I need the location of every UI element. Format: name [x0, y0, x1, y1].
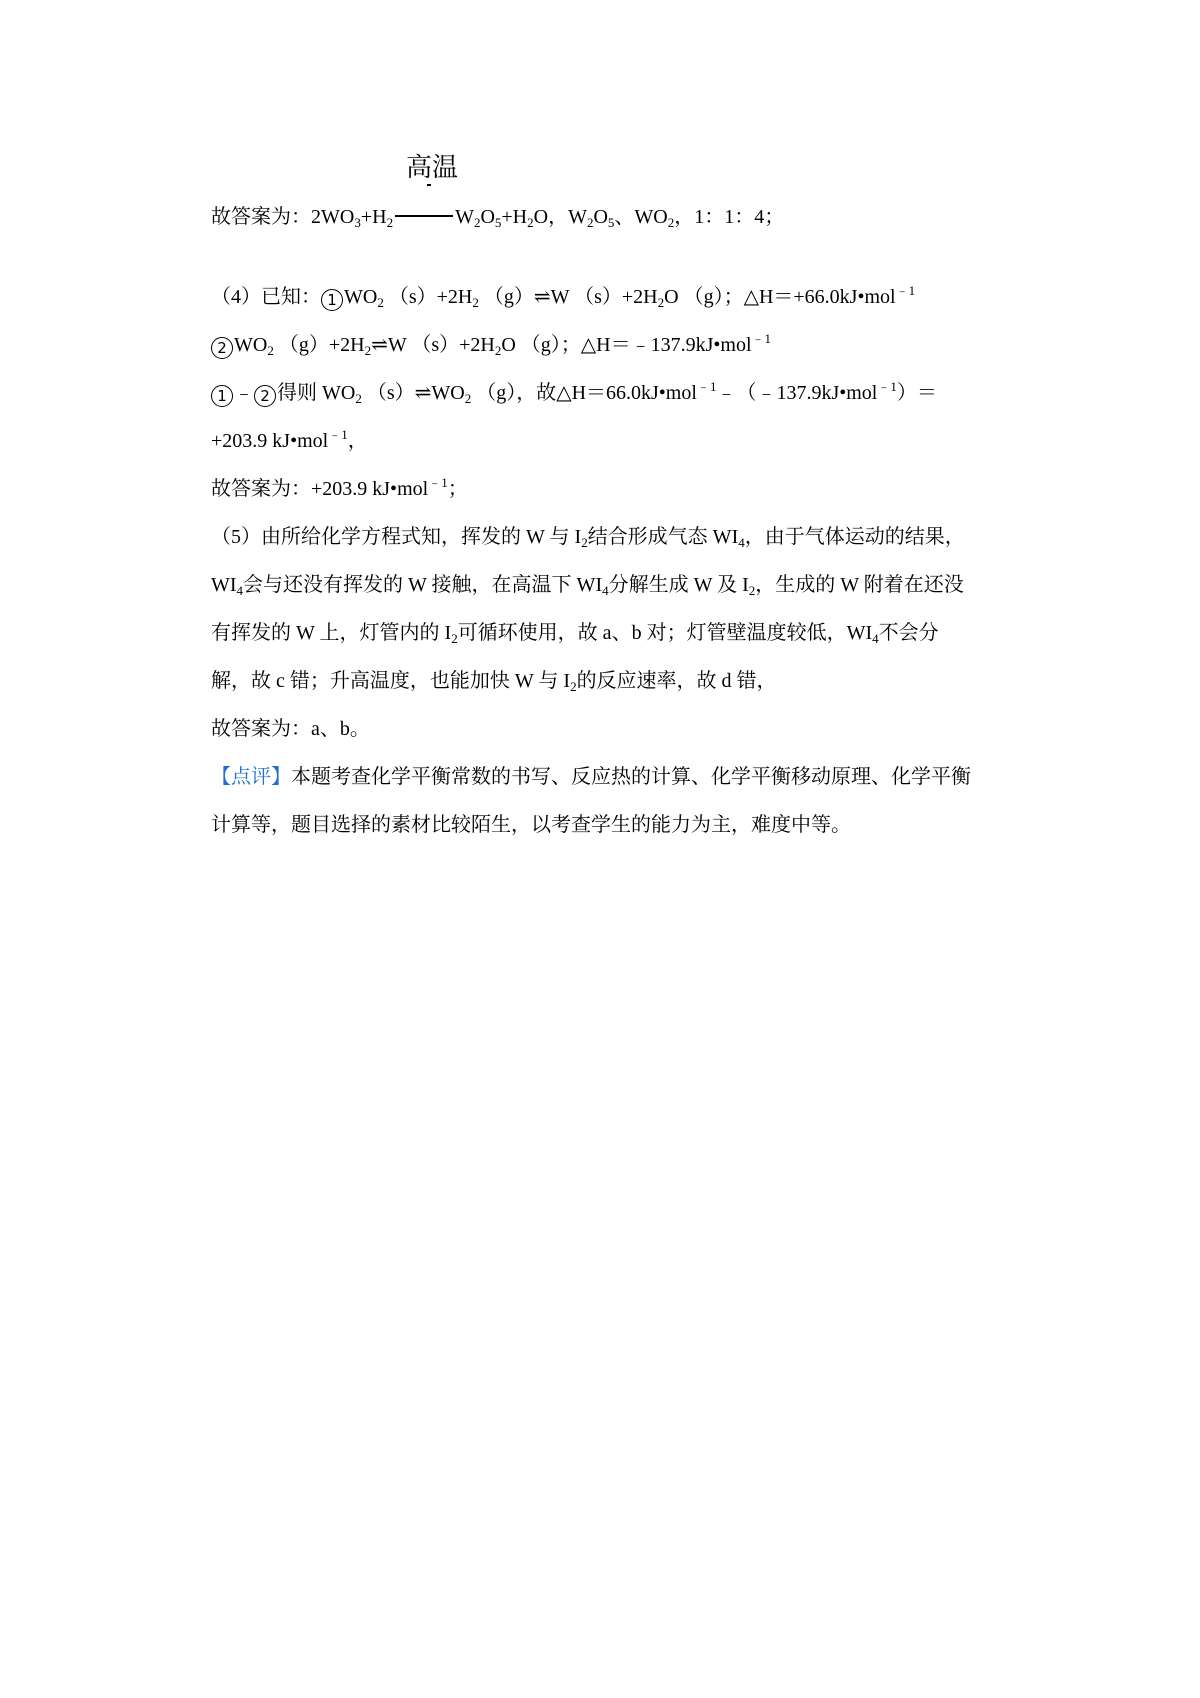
answer-line-3: 故答案为：$2WO_3+H_2$ $W_2O_5+H_2O$，$W_2O_5$、$WO_2$，1：1：4；	[211, 206, 785, 230]
circled-number-2: 2	[254, 385, 276, 407]
comment-line-2: 计算等，题目选择的素材比较陌生，以考查学生的能力为主，难度中等。	[211, 814, 851, 836]
part5-line-4: 解，故 c 错；升高温度，也能加快 W 与 $I_2$的反应速率，故 d 错，	[211, 670, 777, 694]
part5-line-2: $WI_4$会与还没有挥发的 W 接触，在高温下 $WI_4$分解生成 W 及 $I_2$，生成的 W 附着在还没	[211, 574, 964, 598]
comment-line-1: 【点评】本题考查化学平衡常数的书写、反应热的计算、化学平衡移动原理、化学平衡	[211, 766, 971, 788]
circled-number-1: 1	[211, 385, 233, 407]
condition-mark	[427, 184, 431, 186]
part5-line-1: （5）由所给化学方程式知，挥发的 W 与 $I_2$结合形成气态 $WI_4$，由于气体运动的结果，	[211, 526, 965, 550]
part5-answer: 故答案为：a、b。	[211, 718, 370, 740]
part4-line-2: 2 $WO_2$ $(g)+2H_2\rightleftharpoons W$ $(s)+2H_2O$ （g）；△H＝﹣137.9kJ•mol$^{﹣1}$	[211, 331, 1031, 359]
reaction-condition: 高温	[406, 153, 459, 183]
reaction-arrow-bar	[395, 215, 453, 217]
comment-tag: 【点评】	[211, 766, 291, 788]
part4-line-1: （4）已知： 1 $WO_2$ $(s)+2H_2$ （g）⇌W $(s)+2H_2O$ （g）；△H＝+66.0kJ•mol$^{﹣1}$	[211, 283, 916, 310]
circled-number-2: 2	[211, 337, 233, 359]
part4-line-4: +203.9 kJ•mol$^{﹣1}$，	[211, 427, 368, 452]
part5-line-3: 有挥发的 W 上，灯管内的 $I_2$可循环使用，故 a、b 对；灯管壁温度较低，$WI_4$不会分	[211, 622, 939, 646]
circled-number-1: 1	[321, 289, 343, 311]
part4-answer: 故答案为：+203.9 kJ•mol$^{﹣1}$；	[211, 475, 468, 500]
part4-line-3: 1 ﹣ 2 得则 $WO_2$ $(s)\rightleftharpoons WO_2$ （g），故△H＝66.0kJ•mol$^{﹣1}$﹣（﹣137.9kJ•mol$^{﹣1}$）＝	[211, 379, 1031, 407]
